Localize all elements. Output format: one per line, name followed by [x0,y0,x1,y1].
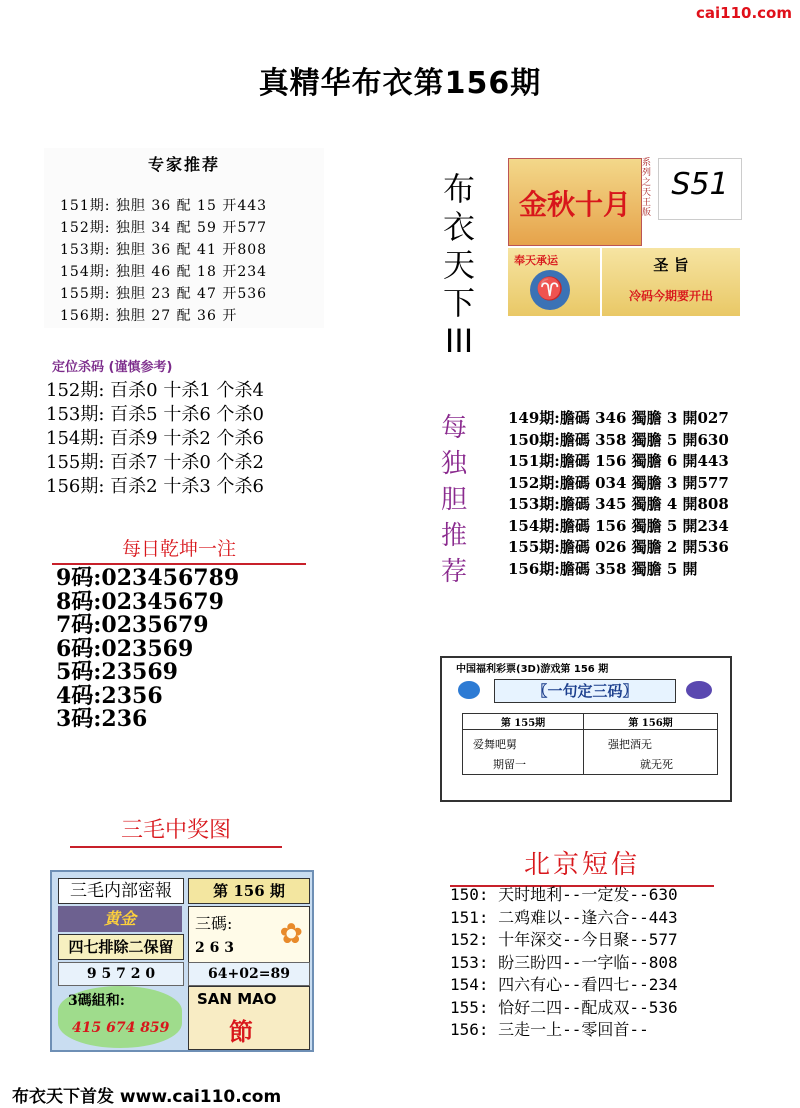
list-item: 154: 四六有心--看四七--234 [450,975,678,994]
expert-title: 专家推荐 [147,155,220,174]
left-scroll-text: 奉天承运 [514,254,558,267]
list-item: 153期: 独胆 36 配 41 开808 [60,242,268,258]
history-row: 9 5 7 2 0 [58,962,184,986]
list-item: 6码:023569 [56,635,194,662]
banner-box [508,158,642,246]
combo-value: 415 674 859 [72,1020,170,1036]
list-item: 156: 三走一上--零回首-- [450,1020,649,1039]
list-item: 151: 二鸡难以--逢六合--443 [450,907,678,927]
dudan-rows [508,408,729,580]
list-item: 5码:23569 [56,659,178,685]
rule-label: 四七排除二保留 [58,934,184,960]
dudan-char: 荐 [440,557,467,587]
gold-label: 黄金 [58,906,182,932]
combo-label: 3碼組和: [68,993,125,1009]
welfare-banner-row [442,677,730,703]
list-item: 4码:2356 [56,682,163,709]
expert-panel [44,148,324,328]
col2-line2: 就无死 [640,758,673,771]
footer[interactable]: 布衣天下首发 www.cai110.com [12,1087,282,1107]
cold-text: 冷码今期要开出 [628,289,713,303]
list-item: 154期: 百杀9 十杀2 个杀6 [46,428,264,449]
list-item: 155期: 独胆 23 配 47 开536 [60,286,268,302]
welfare-card [440,656,732,802]
kill-rows [46,379,316,499]
buyi-char: 下 [442,284,475,322]
list-item: 7码:0235679 [56,612,209,638]
dudan-title [434,410,474,590]
sanma-value: 2 6 3 [195,940,234,956]
jie-label: 節 [229,1017,253,1046]
list-item: 150: 天时地利--一定发--630 [450,885,678,904]
brand-box [188,986,310,1050]
brand-label: SAN MAO [197,990,277,1008]
list-item: 153期:膽碼 345 獨膽 4 開808 [508,495,729,513]
buyi-char: 布 [442,170,475,208]
tag-box [658,158,742,220]
kill-panel [46,356,316,499]
flower-icon: ✿ [279,917,303,950]
site-logo[interactable]: cai110.com [696,4,792,22]
list-item: 9码:023456789 [56,565,240,591]
sanmao-head-left: 三毛内部密報 [58,878,184,904]
daily-panel [52,534,306,732]
combo-box [58,986,182,1048]
left-scroll [508,248,600,316]
list-item: 156期:膽碼 358 獨膽 5 開 [508,559,698,578]
list-item: 155期: 百杀7 十杀0 个杀2 [46,452,264,473]
list-item: 155: 恰好二四--配成双--536 [450,997,678,1017]
list-item: 151期: 独胆 36 配 15 开443 [60,198,268,214]
expert-rows [60,195,324,327]
buyi-title [434,170,484,360]
list-item: 152期: 百杀0 十杀1 个杀4 [46,380,264,401]
buyi-char: III [444,322,474,360]
imperial-scroll [602,248,740,316]
list-item: 156期: 百杀2 十杀3 个杀6 [46,476,264,497]
buyi-char: 天 [442,246,475,284]
imperial-label: 圣 旨 [653,256,689,274]
welfare-header: 中国福利彩票(3D)游戏第 156 期 [456,664,609,675]
list-item: 153期: 百杀5 十杀6 个杀0 [46,404,264,425]
list-item: 150期:膽碼 358 獨膽 5 開630 [508,430,729,449]
list-item: 152期:膽碼 034 獨膽 3 開577 [508,473,729,492]
list-item: 156期: 独胆 27 配 36 开 [60,308,238,324]
kill-title: 定位杀码 (谨慎参考) [52,360,173,375]
col1 [463,714,584,774]
sanma-label: 三碼: [195,914,233,933]
welfare-banner: 〖一句定三码〗 [494,679,676,703]
col1-head: 第 155期 [463,714,583,730]
list-item: 3码:236 [56,706,148,732]
sanmao-head-right: 第 156 期 [188,878,310,904]
col2-head: 第 156期 [584,714,717,730]
list-item: 154期:膽碼 156 獨膽 5 開234 [508,516,729,535]
list-item: 152期: 独胆 34 配 59 开577 [60,220,268,236]
goat-icon: ♈ [530,270,570,310]
buyi-image [508,158,740,316]
sanmao-image [50,870,314,1052]
welfare-table [462,713,718,775]
col2-line1: 强把酒无 [608,738,652,751]
tag-text: S51 [671,167,729,202]
col2 [584,714,717,774]
beijing-rows [450,884,678,1042]
beijing-title: 北京短信 [450,844,714,887]
daily-rows [56,567,306,732]
buyi-char: 衣 [442,208,475,246]
list-item: 149期:膽碼 346 獨膽 3 開027 [508,409,729,427]
series-text: 系列之天王版 [642,158,652,218]
list-item: 151期:膽碼 156 獨膽 6 開443 [508,452,729,470]
col1-line1: 爱舞吧舅 [473,738,517,751]
page-title: 真精华布衣第156期 [258,66,542,101]
list-item: 153: 盼三盼四--一字临--808 [450,952,678,972]
sanma-box [188,906,310,964]
dudan-char: 独 [440,449,467,479]
list-item: 155期:膽碼 026 獨膽 2 開536 [508,538,729,556]
daily-title: 每日乾坤一注 [52,534,306,565]
dudan-char: 每 [440,413,467,443]
dudan-char: 推 [440,521,467,551]
logo-icon [686,681,712,699]
sum-row: 64+02=89 [188,962,310,986]
sanmao-title: 三毛中奖图 [70,813,282,848]
list-item: 152: 十年深交--今日聚--577 [450,930,678,949]
ball-icon [458,681,480,699]
list-item: 154期: 独胆 46 配 18 开234 [60,264,268,280]
banner-text: 金秋十月 [518,188,631,221]
col1-line2: 期留一 [493,758,526,771]
list-item: 8码:02345679 [56,588,224,615]
dudan-char: 胆 [440,485,467,515]
